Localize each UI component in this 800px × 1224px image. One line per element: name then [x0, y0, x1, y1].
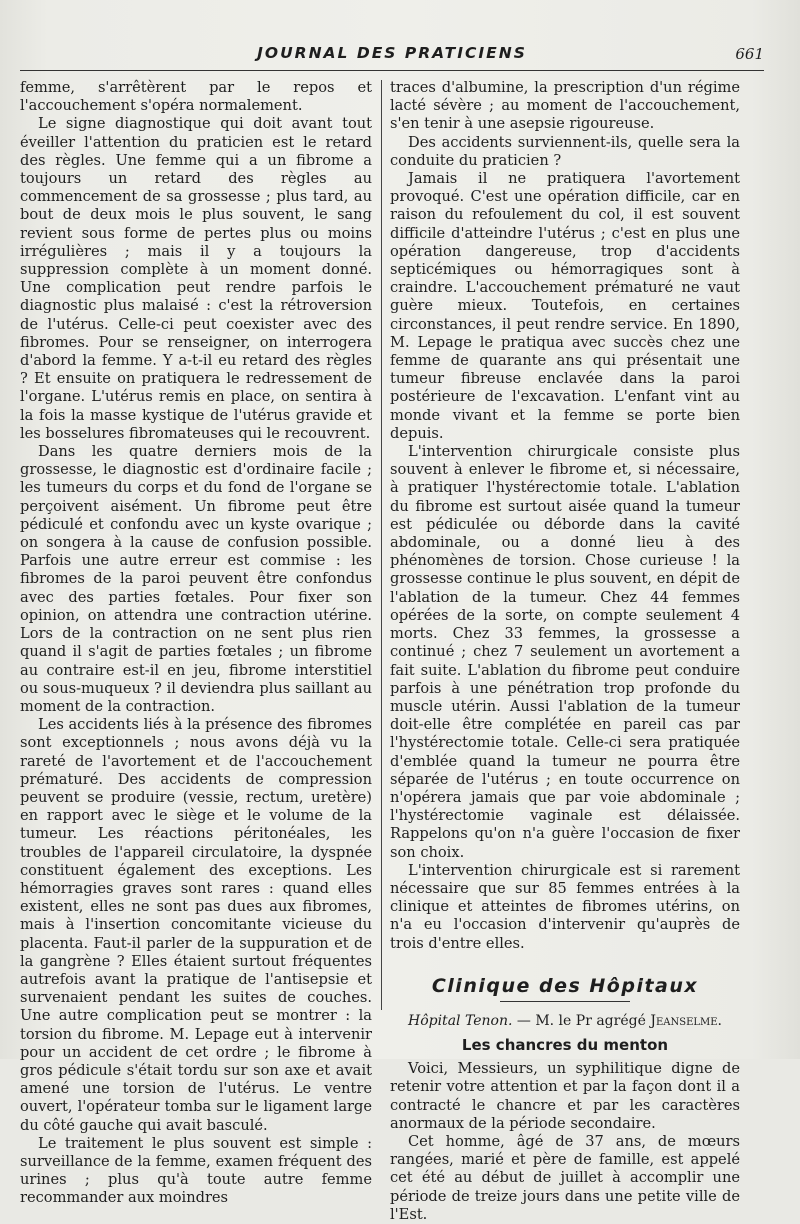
paragraph: L'intervention chirurgicale est si rarement nécessaire que sur 85 femmes entrées à la clinique et atteintes de fibromes utérins, on n'a eu l'occasion d'intervenir qu'auprès de trois d'entre elles. — [390, 861, 740, 952]
right-column — [390, 79, 740, 1224]
column-divider — [381, 80, 382, 1010]
paragraph: Jamais il ne pratiquera l'avortement provoqué. C'est une opération difficile, car en raison du refoulement du col, il est souvent difficile d'atteindre l'utérus ; c'est en plus une opération dangereuse, trop d'accidents septicémiques ou hémorragiques sont à craindre. L'accouchement prématuré ne vaut guère mieux. Toutefois, en certaines circonstances, il peut rendre service. En 1890, M. Lepage le pratiqua avec succès chez une femme de quarante ans qui présentait une tumeur fibreuse enclavée dans la paroi postérieure de l'excavation. L'enfant vint au monde vivant et la femme se porte bien depuis. — [390, 170, 740, 442]
section-title-underline — [500, 1001, 630, 1002]
paragraph: Cet homme, âgé de 37 ans, de mœurs rangées, marié et père de famille, est appelé cet été au début de juillet à accomplir une période de treize jours dans une petite ville de l'Est. — [390, 1132, 740, 1223]
paragraph: Dans les quatre derniers mois de la grossesse, le diagnostic est d'ordinaire facile ; les tumeurs du corps et du fond de l'organe se perçoivent aisément. Un fibrome peut être pédiculé et confondu avec un kyste ovarique ; on songera à la cause de confusion possible. Parfois une autre erreur est commise : les fibromes de la paroi peuvent être confondus avec des parties fœtales. Pour fixer son opinion, on attendra une contraction utérine. Lors de la contraction on ne sent plus rien quand il s'agit de parties fœtales ; un fibrome au contraire est-il en jeu, fibrome interstitiel ou sous-muqueux ? il deviendra plus saillant au moment de la contraction. — [20, 443, 372, 715]
paragraph: Les accidents liés à la présence des fibromes sont exceptionnels ; nous avons déjà vu la rareté de l'avortement et de l'accouchement prématuré. Des accidents de compression peuvent se produire (vessie, rectum, uretère) en rapport avec le siège et le volume de la tumeur. Les réactions péritonéales, les troubles de l'appareil circulatoire, la dyspnée constituent également des exceptions. Les hémorragies graves sont rares : quand elles existent, elles ne sont pas dues aux fibromes, mais à l'insertion concomitante vicieuse du placenta. Faut-il parler de la suppuration et de la gangrène ? Elles étaient surtout fréquentes autrefois avant la pratique de l'antisepsie et survenaient pendant les suites de couches. Une autre complication peut se montrer : la torsion du fibrome. M. Lepage eut à intervenir pour un accident de cet ordre ; le fibrome à gros pédicule s'était tordu sur son axe et avait amené une torsion de l'utérus. Le ventre ouvert, l'opérateur tomba sur le ligament large du côté gauche qui avait basculé. — [20, 716, 372, 1134]
section-title: Clinique des Hôpitaux — [431, 974, 699, 997]
byline-author: Jeanselme. — [650, 1012, 722, 1029]
byline-hospital: Hôpital Tenon. — [407, 1012, 513, 1029]
paragraph: Des accidents surviennent-ils, quelle sera la conduite du praticien ? — [390, 133, 740, 169]
article-byline — [390, 1012, 740, 1030]
journal-title: JOURNAL DES PRATICIENS — [257, 44, 527, 62]
paragraph: Voici, Messieurs, un syphilitique digne de retenir votre attention et par la façon dont il a contracté le chancre et par les caractères anormaux de la période secondaire. — [390, 1060, 740, 1132]
paragraph: Le traitement le plus souvent est simple : surveillance de la femme, examen fréquent des urines ; plus qu'à toute autre femme recommander aux moindres — [20, 1134, 372, 1207]
paragraph: femme, s'arrêtèrent par le repos et l'accouchement s'opéra normalement. — [20, 79, 372, 115]
paragraph: Le signe diagnostique qui doit avant tout éveiller l'attention du praticien est le retard des règles. Une femme qui a un fibrome a toujours un retard des règles au commencement de sa grossesse ; plus tard, au bout de deux mois le plus souvent, le sang revient sous forme de pertes plus ou moins irrégulières ; mais il y a toujours la suppression complète à un moment donné. Une complication peut rendre parfois le diagnostic plus malaisé : c'est la rétroversion de l'utérus. Celle-ci peut coexister avec des fibromes. Pour se renseigner, on interrogera d'abord la femme. Y a-t-il eu retard des règles ? Et ensuite on pratiquera le redressement de l'organe. L'utérus remis en place, on sentira à la fois la masse kystique de l'utérus gravide et les bosselures fibromateuses qui le recouvrent. — [20, 115, 372, 442]
paragraph: traces d'albumine, la prescription d'un régime lacté sévère ; au moment de l'accouchement, s'en tenir à une asepsie rigoureuse. — [390, 79, 740, 133]
article-subtitle: Les chancres du menton — [461, 1035, 669, 1054]
page-number: 661 — [735, 45, 764, 63]
paragraph: L'intervention chirurgicale consiste plus souvent à enlever le fibrome et, si nécessaire, à pratiquer l'hystérectomie totale. L'ablation du fibrome est surtout aisée quand la tumeur est pédiculée ou déborde dans la cavité abdominale, ou a donné lieu à des phénomènes de torsion. Chose curieuse ! la grossesse continue le plus souvent, en dépit de l'ablation de la tumeur. Chez 44 femmes opérées de la sorte, on compte seulement 4 morts. Chez 33 femmes, la grossesse a continué ; chez 7 seulement un avortement a fait suite. L'ablation du fibrome peut conduire parfois à une pénétration trop profonde du muscle utérin. Aussi l'ablation de la tumeur doit-elle être complétée en pareil cas par l'hystérectomie totale. Celle-ci sera pratiquée d'emblée quand la tumeur ne pourra être séparée de l'utérus ; en toute occurrence on n'opérera jamais que par voie abdominale ; l'hystérectomie vaginale est délaissée. Rappelons qu'on n'a guère l'occasion de fixer son choix. — [390, 443, 740, 861]
byline-text: — M. le Pr agrégé — [512, 1012, 651, 1029]
page-header — [20, 40, 764, 68]
header-rule — [20, 70, 764, 71]
left-column — [20, 79, 372, 1208]
